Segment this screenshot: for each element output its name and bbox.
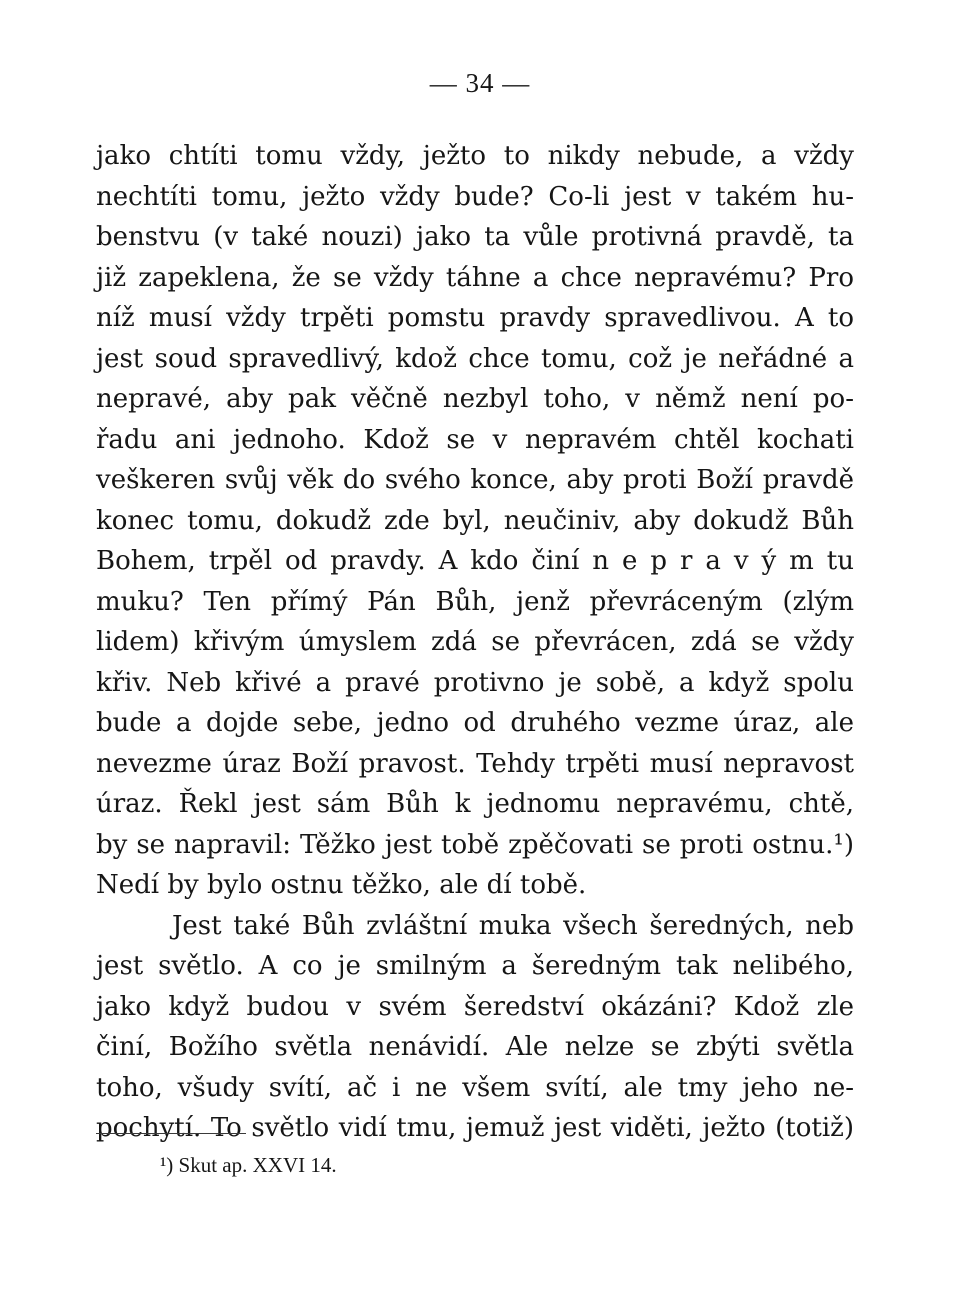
text-line: nepravé, aby pak věčně nezbyl toho, v němž není po-: [96, 384, 854, 414]
text-line: muku? Ten přímý Pán Bůh, jenž převráceným (zlým: [96, 586, 854, 617]
page-number: — 34 —: [429, 68, 531, 98]
text-line: veškeren svůj věk do svého konce, aby proti Boží pravdě: [96, 465, 854, 495]
text-line: již zapeklena, že se vždy táhne a chce nepravému? Pro: [96, 262, 854, 293]
text-line: jest světlo. A co je smilným a šeredným tak nelibého,: [96, 951, 854, 981]
text-line: činí, Božího světla nenávidí. Ale nelze se zbýti světla: [96, 1032, 854, 1062]
text-line: jest soud spravedlivý, kdož chce tomu, což je neřádné a: [96, 343, 854, 374]
text-line: nevezme úraz Boží pravost. Tehdy trpěti musí nepravost: [96, 748, 854, 779]
text-line: by se napravil: Těžko jest tobě zpěčovati se proti ostnu.¹): [96, 829, 854, 860]
text-line: nechtíti tomu, ježto vždy bude? Co-li jest v takém hu-: [96, 181, 854, 212]
body-text: [96, 136, 854, 1149]
footnote: ¹) Skut ap. XXVI 14.: [160, 1153, 337, 1177]
text-line: Bohem, trpěl od pravdy. A kdo činí n e p r a v ý m tu: [96, 546, 854, 576]
footnote-divider: [96, 1133, 246, 1134]
text-line: křiv. Neb křivé a pravé protivno je sobě, a když spolu: [96, 667, 854, 698]
text-line: konec tomu, dokudž zde byl, neučiniv, aby dokudž Bůh: [96, 505, 854, 536]
text-line: Jest také Bůh zvláštní muka všech šeredných, neb: [172, 910, 854, 941]
text-line: pochytí. To světlo vidí tmu, jemuž jest viděti, ježto (totiž): [96, 1113, 854, 1143]
text-line: lidem) křivým úmyslem zdá se převrácen, zdá se vždy: [96, 627, 854, 657]
text-line: Nedí by bylo ostnu těžko, ale dí tobě.: [96, 870, 587, 900]
text-line: bude a dojde sebe, jedno od druhého vezme úraz, ale: [96, 708, 854, 738]
text-line: níž musí vždy trpěti pomstu pravdy spravedlivou. A to: [96, 303, 854, 333]
text-line: jako chtíti tomu vždy, ježto to nikdy nebude, a vždy: [96, 141, 854, 171]
text-line: řadu ani jednoho. Kdož se v nepravém chtěl kochati: [96, 424, 854, 455]
text-line: toho, všudy svítí, ač i ne všem svítí, ale tmy jeho ne-: [96, 1072, 854, 1103]
text-line: jako když budou v svém šeredství okázáni? Kdož zle: [96, 991, 854, 1022]
text-line: úraz. Řekl jest sám Bůh k jednomu nepravému, chtě,: [96, 789, 854, 819]
text-line: benstvu (v také nouzi) jako ta vůle protivná pravdě, ta: [96, 222, 854, 252]
